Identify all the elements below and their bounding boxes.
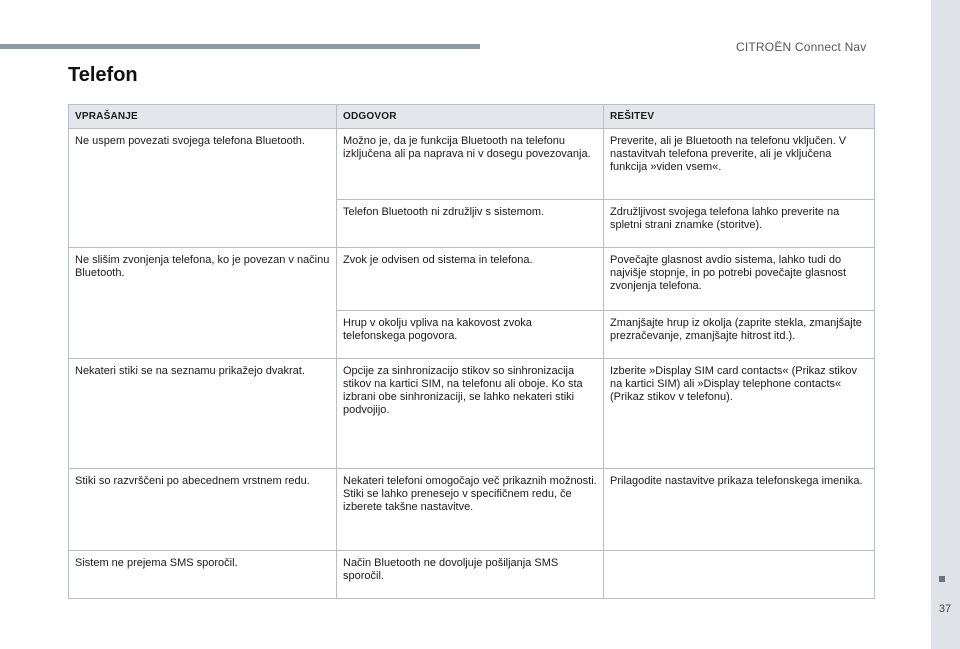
column-header-solution: REŠITEV <box>604 105 875 129</box>
answer-cell: Telefon Bluetooth ni združljiv s sistemom. <box>337 200 604 248</box>
question-cell: Stiki so razvrščeni po abecednem vrstnem redu. <box>69 469 337 551</box>
answer-cell: Opcije za sinhronizacijo stikov so sinhronizacija stikov na kartici SIM, na telefonu ali oboje. Ko sta izbrani obe sinhronizaciji, se lahko nekateri stiki podvojijo. <box>337 359 604 469</box>
page-marker-icon <box>939 576 945 582</box>
table-header-row <box>69 105 875 129</box>
solution-cell: Združljivost svojega telefona lahko preverite na spletni strani znamke (storitve). <box>604 200 875 248</box>
column-header-answer: ODGOVOR <box>337 105 604 129</box>
header-rule <box>0 44 480 49</box>
page-number: 37 <box>938 603 952 615</box>
table-row <box>69 248 875 311</box>
question-cell: Sistem ne prejema SMS sporočil. <box>69 551 337 599</box>
table-row <box>69 469 875 551</box>
table-row <box>69 359 875 469</box>
solution-cell: Povečajte glasnost avdio sistema, lahko tudi do najvišje stopnje, in po potrebi povečajte glasnost zvonjenja telefona. <box>604 248 875 311</box>
side-strip <box>931 0 960 649</box>
section-title: Telefon <box>68 64 138 86</box>
solution-cell: Zmanjšajte hrup iz okolja (zaprite stekla, zmanjšajte prezračevanje, zmanjšajte hitrost itd.). <box>604 311 875 359</box>
table-row <box>69 551 875 599</box>
brand-header: CITROËN Connect Nav <box>736 40 867 54</box>
answer-cell: Možno je, da je funkcija Bluetooth na telefonu izključena ali pa naprava ni v dosegu povezovanja. <box>337 129 604 200</box>
answer-cell: Zvok je odvisen od sistema in telefona. <box>337 248 604 311</box>
answer-cell: Hrup v okolju vpliva na kakovost zvoka telefonskega pogovora. <box>337 311 604 359</box>
solution-cell <box>604 551 875 599</box>
solution-cell: Izberite »Display SIM card contacts« (Prikaz stikov na kartici SIM) ali »Display telephone contacts« (Prikaz stikov v telefonu). <box>604 359 875 469</box>
troubleshooting-table <box>68 104 875 599</box>
question-cell: Ne slišim zvonjenja telefona, ko je povezan v načinu Bluetooth. <box>69 248 337 359</box>
solution-cell: Preverite, ali je Bluetooth na telefonu vključen. V nastavitvah telefona preverite, ali je vključena funkcija »viden vsem«. <box>604 129 875 200</box>
solution-cell: Prilagodite nastavitve prikaza telefonskega imenika. <box>604 469 875 551</box>
answer-cell: Nekateri telefoni omogočajo več prikaznih možnosti. Stiki se lahko prenesejo v specifičnem redu, če izberete takšne nastavitve. <box>337 469 604 551</box>
question-cell: Ne uspem povezati svojega telefona Bluetooth. <box>69 129 337 248</box>
column-header-question: VPRAŠANJE <box>69 105 337 129</box>
answer-cell: Način Bluetooth ne dovoljuje pošiljanja SMS sporočil. <box>337 551 604 599</box>
question-cell: Nekateri stiki se na seznamu prikažejo dvakrat. <box>69 359 337 469</box>
table-row <box>69 129 875 200</box>
